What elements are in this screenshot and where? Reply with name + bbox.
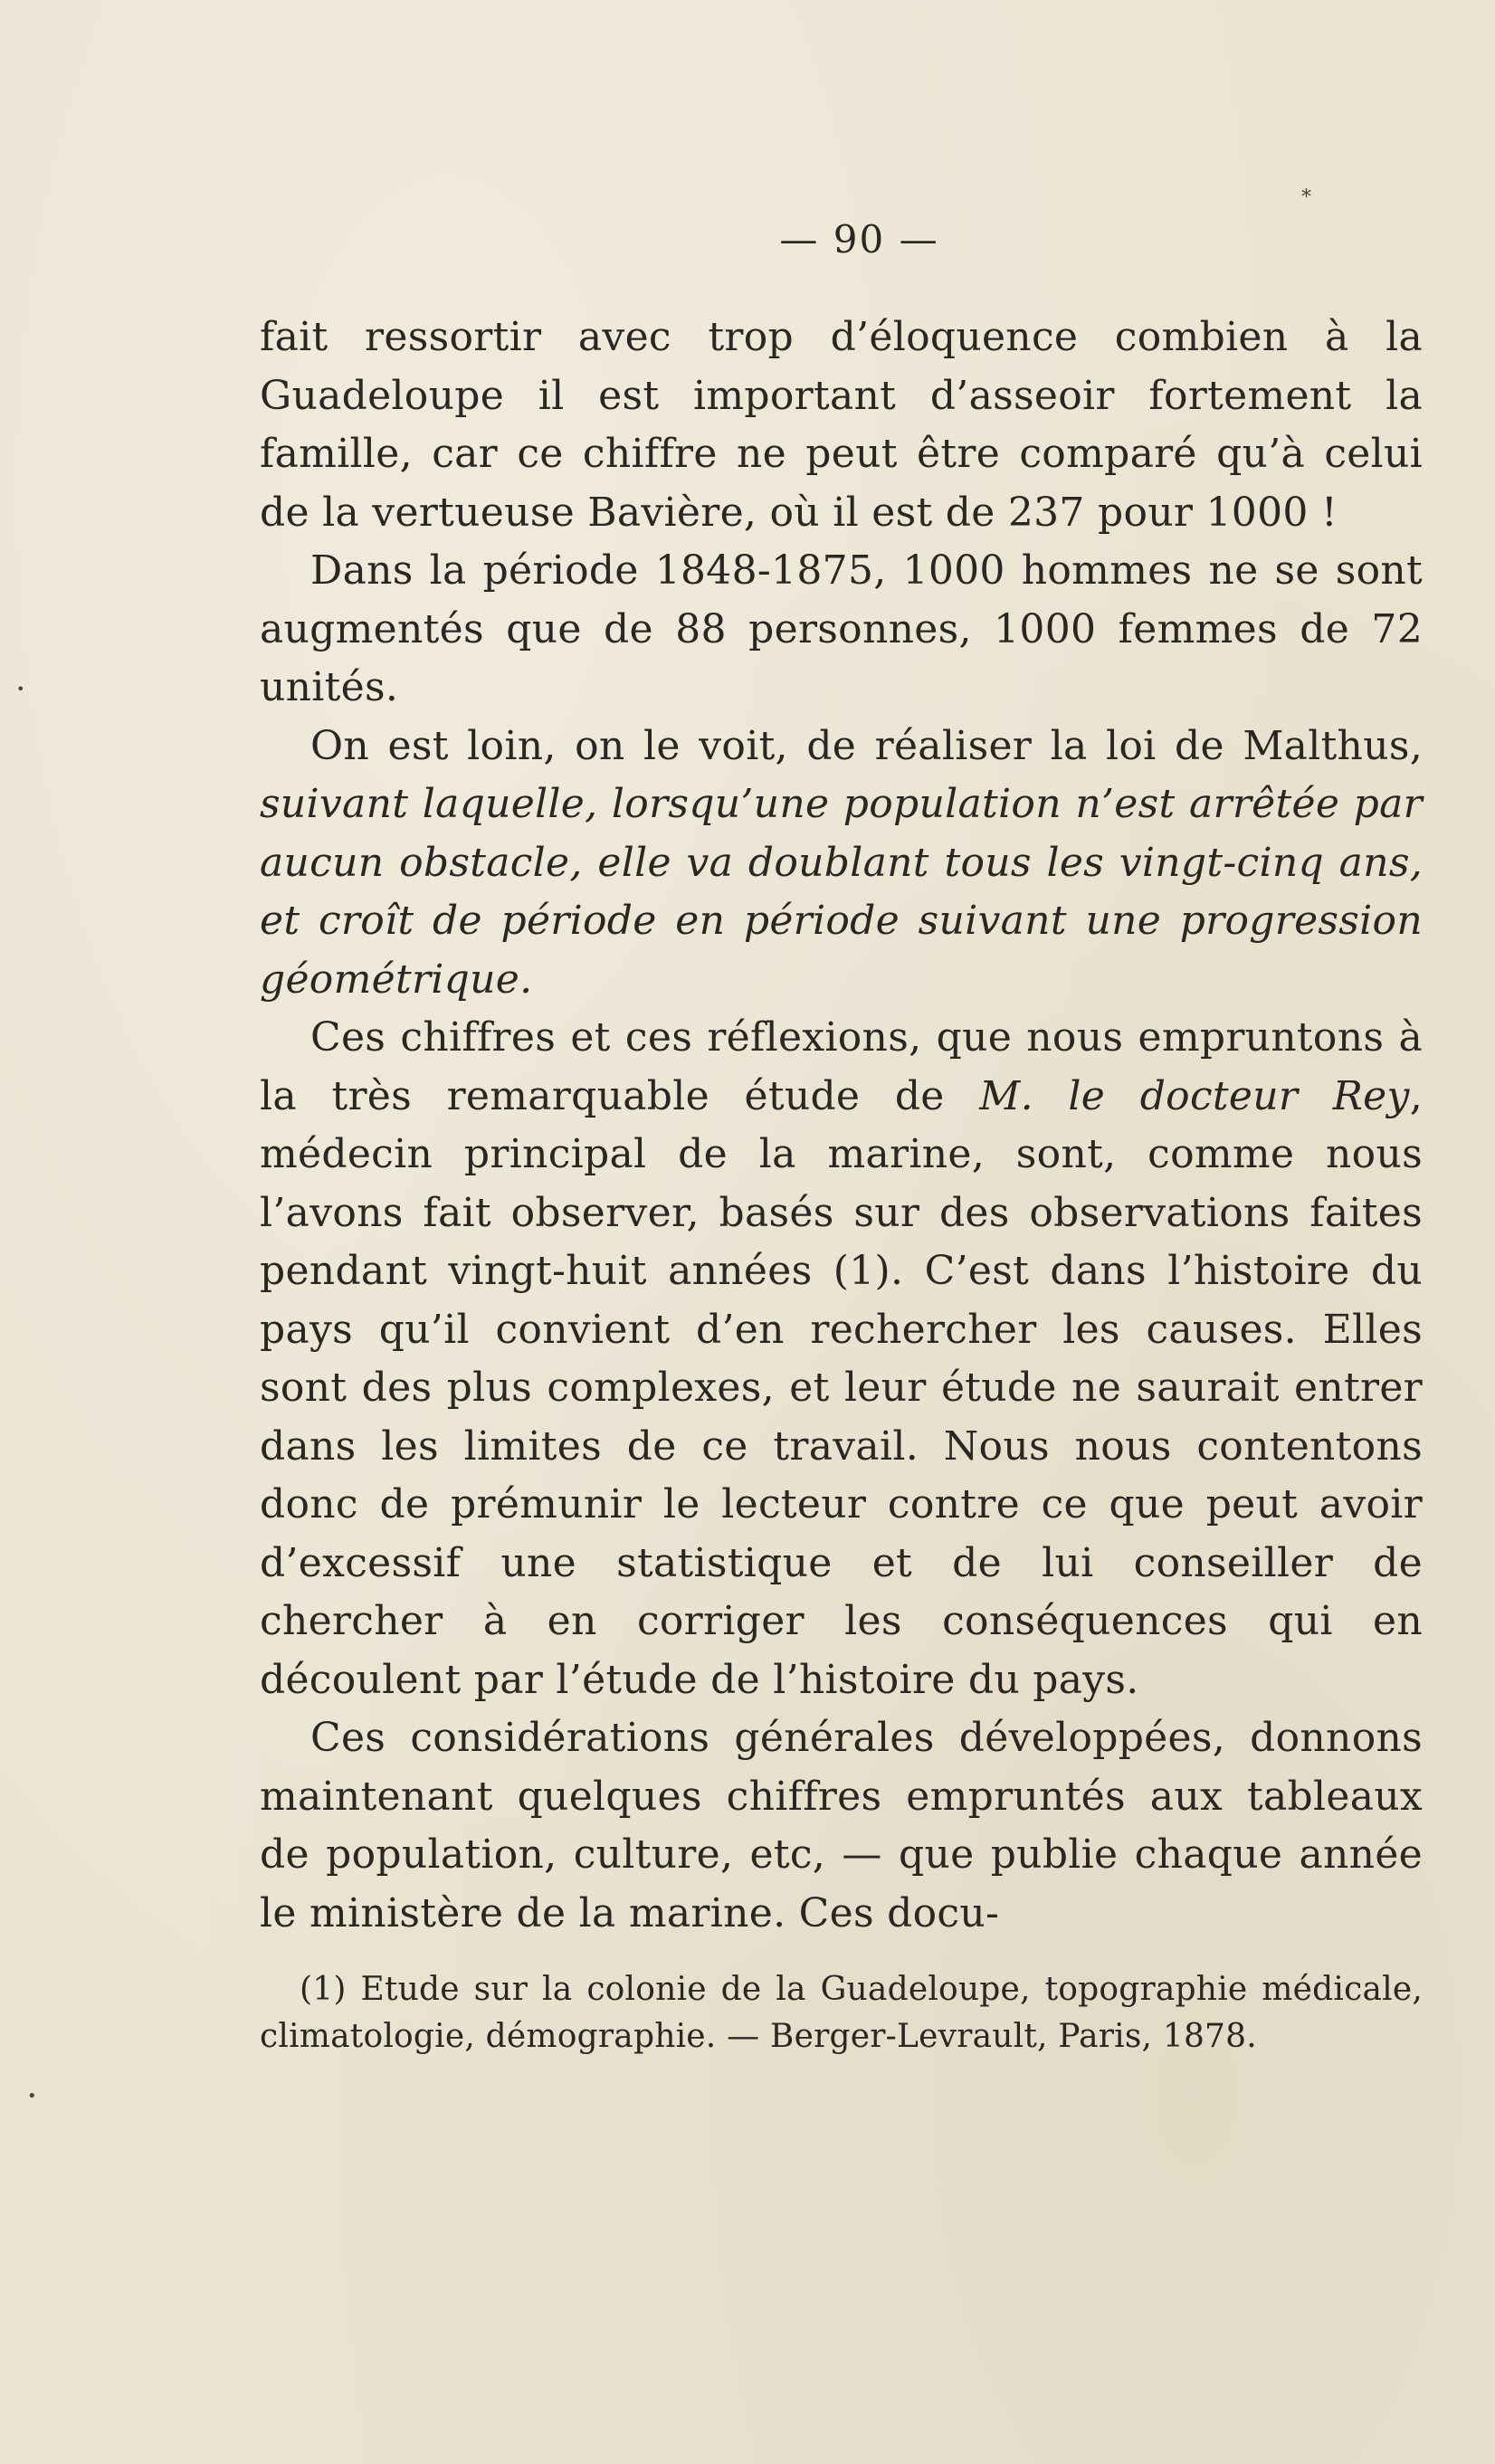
paragraph-text: On est loin, on le voit, de réaliser la loi de Malthus,: [310, 722, 1423, 769]
paragraph-text: Ces chiffres et ces réflexions, que nous empruntons à la très remarquable étude de: [260, 1014, 1423, 1119]
paragraph: [260, 1009, 1423, 1709]
printer-mark-star: *: [1301, 186, 1311, 209]
paragraph-text: Ces considérations générales développées, donnons maintenant quelques chiffres empruntés aux tableaux de population, culture, etc, — que publie chaque année le ministère de la marine. Ces docu-: [260, 1715, 1423, 1936]
paragraph: [260, 1709, 1423, 1943]
book-page: [260, 217, 1423, 2060]
margin-dot: •: [16, 680, 25, 698]
italic-text: M. le docteur Rey: [979, 1072, 1410, 1119]
paragraph: [260, 309, 1423, 542]
margin-dot: •: [27, 2087, 37, 2106]
paragraph: [260, 542, 1423, 718]
footnote: (1) Etude sur la colonie de la Guadeloupe, topographie médicale, climatologie, démographie. — Berger-Levrault, Paris, 1878.: [260, 1971, 1423, 2055]
italic-text: suivant laquelle, lorsqu’une population n’est arrêtée par aucun obstacle, elle va doublant tous les vingt-cinq ans, et croît de période en période suivant une progression géométrique.: [260, 781, 1423, 1003]
page-number: — 90 —: [779, 217, 939, 262]
paragraph-text: , médecin principal de la marine, sont, comme nous l’avons fait observer, basés sur des observations faites pendant vingt-huit années (1). C’est dans l’histoire du pays qu’il convient d’en rechercher les causes. Elles sont des plus complexes, et leur étude ne saurait entrer dans les limites de ce travail. Nous nous contentons donc de prémunir le lecteur contre ce que peut avoir d’excessif une statistique et de lui conseiller de chercher à en corriger les conséquences qui en découlent par l’étude de l’histoire du pays.: [260, 1072, 1423, 1703]
paragraph: [260, 718, 1423, 1010]
paragraph-text: Dans la période 1848-1875, 1000 hommes ne se sont augmentés que de 88 personnes, 1000 femmes de 72 unités.: [260, 547, 1423, 710]
body-text: [260, 309, 1423, 1943]
paragraph-text: fait ressortir avec trop d’éloquence combien à la Guadeloupe il est important d’asseoir fortement la famille, car ce chiffre ne peut être comparé qu’à celui de la vertueuse Bavière, où il est de 237 pour 1000 !: [260, 314, 1423, 536]
